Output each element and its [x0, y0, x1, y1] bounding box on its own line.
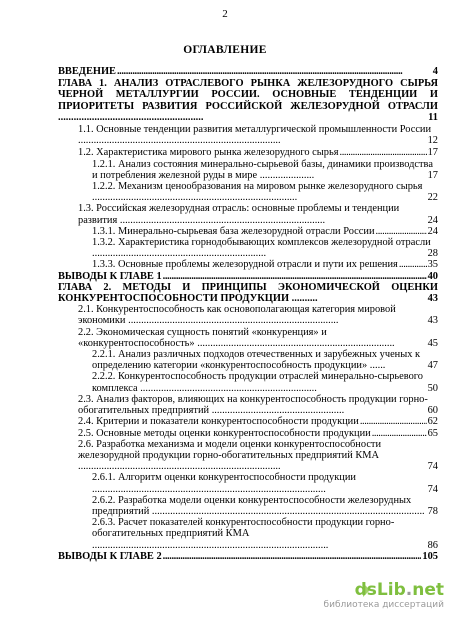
dot-leader: .............................................................................. [78, 461, 281, 473]
toc-entry-label: 2.4. Критерии и показатели конкурентоспособности продукции [78, 416, 359, 428]
toc-entry-label: ВЫВОДЫ К ГЛАВЕ 1 [58, 270, 162, 282]
toc-entry-label: 2.1. Конкурентоспособность как основополагающая категория мировой экономики [78, 304, 396, 327]
toc-entry-1-3[interactable] [58, 203, 438, 225]
toc-entry-page: 40 [427, 270, 438, 282]
dot-leader: ...... [369, 360, 386, 372]
toc-entry-label: ВВЕДЕНИЕ [58, 66, 116, 77]
dot-leader [372, 428, 427, 439]
toc-entry-page: 74 [427, 461, 438, 473]
dot-leader: .......................................................................................... [92, 483, 326, 495]
toc-entry-label: 1.2. Характеристика мирового рынка железорудного сырья [78, 147, 339, 159]
toc-entry-page: 12 [427, 135, 438, 147]
dot-leader: ..................... [259, 169, 315, 181]
toc-entry-label: 1.3.3. Основные проблемы железорудной отрасли и пути их решения [92, 259, 398, 271]
dot-leader [163, 551, 422, 562]
toc-entry-page: 28 [427, 248, 438, 260]
toc-entry-2-6[interactable] [58, 439, 438, 473]
toc-entry-page: 24 [427, 214, 438, 226]
toc-entry-page: 35 [427, 259, 438, 271]
toc-entry-2-3[interactable] [58, 394, 438, 416]
toc-entry-label: 1.3. Российская железорудная отрасль: основные проблемы и тенденции развития [78, 203, 400, 226]
toc-entry-label: 1.3.1. Минерально-сырьевая база железорудной отрасли России [92, 225, 375, 237]
toc-entry-page: 65 [427, 427, 438, 439]
toc-entry-conclusions-2[interactable] [58, 551, 438, 562]
dot-leader [360, 416, 427, 427]
toc-entry-1-3-2[interactable] [58, 237, 438, 259]
toc-entry-label: 1.2.1. Анализ состояния минерально-сырьевой базы, динамики производства и потребления железной руды в мире [92, 158, 433, 181]
dot-leader: ............................................................................... [92, 192, 298, 204]
toc-entry-1-3-1[interactable] [58, 226, 438, 237]
toc-entry-conclusions-1[interactable] [58, 271, 438, 282]
toc-entry-2-6-1[interactable] [58, 472, 438, 494]
toc-entry-page: 43 [427, 315, 438, 327]
toc-entry-page: 60 [427, 405, 438, 417]
toc-entry-label: 2.6.1. Алгоритм оценки конкурентоспособности продукции [92, 472, 356, 484]
dot-leader: ................................................................... [92, 248, 267, 260]
toc-entry-page: 62 [427, 416, 438, 428]
toc-entry-2-2[interactable] [58, 327, 438, 349]
watermark-logo [355, 580, 444, 600]
toc-entry-label: ВЫВОДЫ К ГЛАВЕ 2 [58, 550, 162, 562]
dot-leader: .......... [291, 293, 318, 305]
toc-entry-2-6-2[interactable] [58, 495, 438, 517]
toc-entry-1-2[interactable] [58, 147, 438, 158]
toc-entry-page: 17 [427, 147, 438, 159]
toc-entry-page: 74 [427, 483, 438, 495]
watermark-subtitle: библиотека диссертаций [323, 600, 444, 610]
toc-entry-page: 43 [427, 293, 438, 305]
toc-entry-label: ГЛАВА 2. МЕТОДЫ И ПРИНЦИПЫ ЭКОНОМИЧЕСКОЙ ОЦЕНКИ КОНКУРЕНТОСПОСОБНОСТИ ПРОДУКЦИИ [58, 281, 438, 305]
toc-entry-page: 4 [432, 66, 438, 77]
dot-leader: .................................................................... [140, 382, 317, 394]
toc-entry-label: 2.5. Основные методы оценки конкурентоспособности продукции [78, 427, 371, 439]
toc-entry-label: 1.3.2. Характеристика горнодобывающих комплексов железорудной отрасли [92, 237, 431, 249]
toc-entry-2-4[interactable] [58, 416, 438, 427]
toc-entry-label: 2.2.2. Конкурентоспособность продукции отраслей минерально-сырьевого комплекса [92, 371, 423, 394]
toc-entry-chapter-1[interactable] [58, 78, 438, 123]
toc-entry-label: 2.3. Анализ факторов, влияющих на конкурентоспособность продукции горно-обогатительных предприятий [78, 393, 428, 417]
dot-leader: ............................................................................... [119, 214, 326, 226]
toc-entry-2-1[interactable] [58, 304, 438, 326]
toc-entry-page: 17 [427, 169, 438, 181]
toc-entry-page: 47 [427, 360, 438, 372]
toc-entry-1-2-1[interactable] [58, 159, 438, 181]
dslib-watermark[interactable] [318, 580, 448, 616]
toc-entry-2-2-2[interactable] [58, 371, 438, 393]
toc-entry-label: 2.2.1. Анализ различных подходов отечественных и зарубежных ученых к определению категории «конкурентоспособность продукции» [92, 349, 421, 372]
toc-entry-2-2-1[interactable] [58, 349, 438, 371]
toc-entry-page: 86 [427, 539, 438, 551]
toc-entry-page: 78 [427, 505, 438, 517]
table-of-contents [58, 66, 438, 562]
dot-leader [117, 66, 432, 77]
dot-leader: .............................................................................. [78, 135, 281, 147]
dot-leader [376, 226, 427, 237]
toc-entry-label: 1.2.2. Механизм ценообразования на мировом рынке железорудного сырья [92, 181, 423, 193]
toc-entry-page: 11 [428, 111, 438, 123]
dot-leader: ................................................... [211, 405, 345, 417]
toc-entry-label: 2.2. Экономическая сущность понятий «конкуренция» и «конкурентоспособность» [78, 326, 327, 349]
toc-entry-label: 2.6. Разработка механизма и модели оценки конкурентоспособности железорудной продукции горно-обогатительных предприятий КМА [78, 438, 382, 461]
toc-entry-2-5[interactable] [58, 428, 438, 439]
toc-entry-label: 2.6.3. Расчет показателей конкурентоспособности продукции горно-обогатительных предприятий КМА [92, 517, 395, 540]
page-number: 2 [222, 8, 228, 20]
dot-leader: ........................................................ [58, 111, 204, 123]
toc-entry-page: 24 [427, 225, 438, 237]
toc-entry-2-6-3[interactable] [58, 517, 438, 551]
toc-entry-1-2-2[interactable] [58, 181, 438, 203]
toc-entry-1-1[interactable] [58, 124, 438, 146]
toc-entry-chapter-2[interactable] [58, 282, 438, 304]
dot-leader: ......................................................................................................... [151, 505, 425, 517]
dot-leader: ........................................................................................... [92, 539, 329, 551]
toc-entry-intro[interactable] [58, 66, 438, 77]
dot-leader: ............................................................................ [197, 337, 395, 349]
dot-leader [163, 271, 427, 282]
dot-leader [340, 147, 427, 158]
toc-entry-label: ГЛАВА 1. АНАЛИЗ ОТРАСЛЕВОГО РЫНКА ЖЕЛЕЗОРУДНОГО СЫРЬЯ ЧЕРНОЙ МЕТАЛЛУРГИИ РОССИИ. ОСНОВНЫЕ ТЕНДЕНЦИИ И ПРИОРИТЕТЫ РАЗВИТИЯ РОССИЙСКОЙ ЖЕЛЕЗОРУДНОЙ ОТРАСЛИ [58, 78, 438, 112]
logo-tld-text: net [412, 580, 444, 600]
logo-dot-text: . [405, 580, 413, 600]
toc-entry-label: 2.6.2. Разработка модели оценки конкурентоспособности железорудных предприятий [92, 494, 412, 517]
toc-entry-page: 105 [422, 550, 438, 562]
toc-entry-page: 22 [427, 192, 438, 204]
logo-main-text: dsLib [354, 580, 406, 600]
toc-title: ОГЛАВЛЕНИЕ [183, 44, 267, 56]
toc-entry-label: 1.1. Основные тенденции развития металлургической промышленности России [78, 124, 432, 136]
toc-entry-page: 45 [427, 337, 438, 349]
dot-leader [399, 259, 427, 270]
dot-leader: ................................................................................. [128, 315, 339, 327]
toc-entry-page: 50 [427, 382, 438, 394]
toc-entry-1-3-3[interactable] [58, 259, 438, 270]
